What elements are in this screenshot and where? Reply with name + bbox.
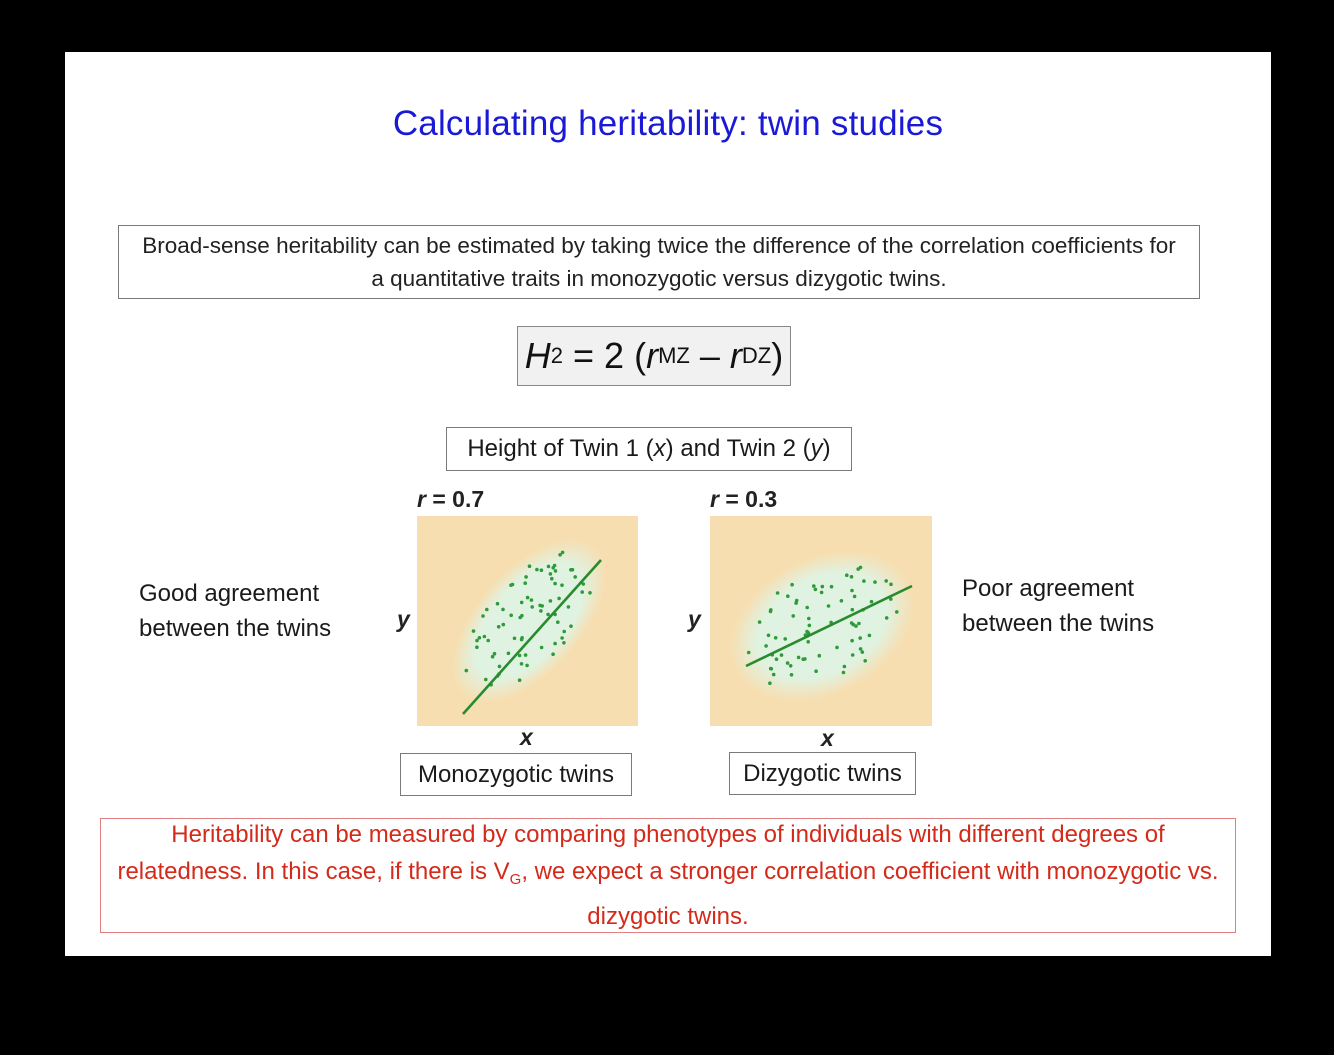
dz-point bbox=[873, 580, 877, 584]
dz-point bbox=[895, 610, 899, 614]
plot-header-box bbox=[446, 427, 852, 471]
mz-point bbox=[481, 614, 485, 618]
mz-point bbox=[546, 613, 550, 617]
dz-caption-box bbox=[729, 752, 916, 795]
formula-r-mz: r bbox=[646, 335, 659, 376]
plot-header-y: y bbox=[810, 435, 823, 462]
dz-point bbox=[791, 614, 795, 618]
mz-point bbox=[553, 642, 557, 646]
good-agreement-line-1: Good agreement bbox=[139, 580, 320, 607]
good-agreement-text bbox=[139, 576, 331, 646]
dz-point bbox=[851, 653, 855, 657]
plot-header-x: x bbox=[653, 435, 666, 462]
dz-point bbox=[851, 608, 855, 612]
dz-point bbox=[821, 585, 825, 589]
mz-point bbox=[498, 665, 502, 669]
mz-point bbox=[550, 577, 554, 581]
dz-point bbox=[747, 651, 751, 655]
dz-point bbox=[827, 604, 831, 608]
dz-point bbox=[769, 667, 773, 671]
poor-agreement-text bbox=[962, 571, 1154, 641]
dz-point bbox=[889, 583, 893, 587]
dz-point bbox=[774, 636, 778, 640]
mz-point bbox=[526, 596, 530, 600]
mz-correlation-label bbox=[417, 486, 484, 513]
good-agreement-line-2: between the twins bbox=[139, 615, 332, 642]
mz-point bbox=[493, 652, 497, 656]
dz-point bbox=[783, 637, 787, 641]
dz-point bbox=[801, 657, 805, 661]
mz-point bbox=[549, 599, 553, 603]
dz-point bbox=[843, 665, 847, 669]
dz-point bbox=[850, 575, 854, 579]
dz-point bbox=[776, 591, 780, 595]
mz-point bbox=[551, 566, 555, 570]
plot-header-post: ) bbox=[822, 435, 831, 462]
dz-point bbox=[790, 673, 794, 677]
definition-text: Broad-sense heritability can be estimated by taking twice the difference of the correlation coefficients for a quantitative traits in monozygotic versus dizygotic twins. bbox=[142, 233, 1176, 291]
mz-point bbox=[509, 583, 513, 587]
dz-point bbox=[858, 636, 862, 640]
dz-point bbox=[814, 669, 818, 673]
dz-point bbox=[868, 634, 872, 638]
mz-point bbox=[554, 569, 558, 573]
mz-point bbox=[540, 646, 544, 650]
mz-point bbox=[569, 624, 573, 628]
dz-point bbox=[789, 664, 793, 668]
mz-point bbox=[491, 655, 495, 659]
mz-point bbox=[528, 564, 532, 568]
dz-point bbox=[805, 606, 809, 610]
mz-point bbox=[540, 568, 544, 572]
mz-point bbox=[478, 636, 482, 640]
formula-r-dz: r bbox=[729, 335, 742, 376]
mz-point bbox=[539, 609, 543, 613]
dz-point bbox=[830, 585, 834, 589]
dz-point bbox=[772, 673, 776, 677]
dz-point bbox=[775, 657, 779, 661]
dz-point bbox=[850, 589, 854, 593]
formula-close: ) bbox=[771, 335, 784, 376]
page-title: Calculating heritability: twin studies bbox=[392, 104, 944, 143]
conclusion-part-1: Heritability can be measured by comparing phenotypes of individuals with different degrees of relatedness. In this case, if there is V bbox=[117, 821, 1165, 885]
mz-point bbox=[465, 669, 469, 673]
mz-point bbox=[562, 641, 566, 645]
dz-point bbox=[812, 584, 816, 588]
dz-point bbox=[758, 620, 762, 624]
conclusion-part-2: , we expect a stronger correlation coefficient with monozygotic vs. dizygotic twins. bbox=[521, 858, 1219, 930]
conclusion-text bbox=[115, 816, 1221, 935]
dz-point bbox=[842, 671, 846, 675]
dz-point bbox=[790, 583, 794, 587]
mz-point bbox=[524, 653, 528, 657]
dz-point bbox=[884, 579, 888, 583]
dz-point bbox=[780, 653, 784, 657]
mz-point bbox=[520, 638, 524, 642]
dz-point bbox=[885, 616, 889, 620]
dz-scatter-plot bbox=[710, 516, 932, 726]
mz-point bbox=[557, 597, 561, 601]
mz-point bbox=[518, 678, 522, 682]
dz-point bbox=[840, 599, 844, 603]
dz-point bbox=[768, 681, 772, 685]
mz-point bbox=[560, 636, 564, 640]
mz-r-symbol: r bbox=[417, 486, 426, 512]
dz-point bbox=[814, 588, 818, 592]
dz-r-symbol: r bbox=[710, 486, 719, 512]
dz-point bbox=[853, 595, 857, 599]
dz-point bbox=[857, 622, 861, 626]
mz-point bbox=[475, 645, 479, 649]
dz-point bbox=[850, 639, 854, 643]
mz-point bbox=[520, 601, 524, 605]
mz-x-axis-label: x bbox=[520, 724, 533, 750]
dz-caption: Dizygotic twins bbox=[743, 759, 902, 787]
mz-point bbox=[580, 590, 584, 594]
mz-point bbox=[538, 604, 542, 608]
mz-point bbox=[502, 623, 506, 627]
dz-point bbox=[861, 650, 865, 654]
dz-point bbox=[806, 640, 810, 644]
plot-header-mid: ) and Twin 2 ( bbox=[665, 435, 811, 462]
dz-point bbox=[856, 567, 860, 571]
mz-caption: Monozygotic twins bbox=[417, 760, 615, 788]
heritability-formula bbox=[517, 326, 791, 386]
dz-point bbox=[820, 591, 824, 595]
formula-exponent: 2 bbox=[550, 343, 564, 368]
dz-point bbox=[845, 573, 849, 577]
mz-point bbox=[553, 582, 557, 586]
mz-point bbox=[486, 639, 490, 643]
dz-point bbox=[854, 624, 858, 628]
mz-scatter-plot bbox=[417, 516, 638, 726]
mz-caption-box bbox=[400, 753, 632, 796]
dz-point bbox=[797, 656, 801, 660]
mz-point bbox=[496, 602, 500, 606]
mz-point bbox=[560, 583, 564, 587]
mz-point bbox=[472, 629, 476, 633]
dz-y-axis-label: y bbox=[688, 606, 701, 632]
dz-point bbox=[870, 600, 874, 604]
mz-point bbox=[549, 572, 553, 576]
mz-point bbox=[518, 654, 522, 658]
mz-point bbox=[485, 608, 489, 612]
mz-point bbox=[530, 605, 534, 609]
mz-point bbox=[483, 635, 487, 639]
mz-point bbox=[530, 598, 534, 602]
dz-point bbox=[764, 644, 768, 648]
mz-point bbox=[551, 652, 555, 656]
mz-point bbox=[556, 620, 560, 624]
dz-point bbox=[859, 647, 863, 651]
definition-box bbox=[118, 225, 1200, 299]
dz-point bbox=[808, 624, 812, 628]
mz-r-value: = 0.7 bbox=[425, 486, 485, 512]
dz-point bbox=[795, 599, 799, 603]
formula-h: H bbox=[524, 335, 551, 376]
dz-point bbox=[786, 661, 790, 665]
mz-point bbox=[573, 575, 577, 579]
mz-point bbox=[547, 565, 551, 569]
dz-point bbox=[818, 654, 822, 658]
formula-mz-subscript: MZ bbox=[658, 343, 690, 368]
conclusion-vg-subscript: G bbox=[509, 871, 522, 888]
mz-point bbox=[497, 625, 501, 629]
mz-point bbox=[520, 614, 524, 618]
formula-dz-subscript: DZ bbox=[741, 343, 772, 368]
mz-point bbox=[571, 568, 575, 572]
mz-point bbox=[484, 678, 488, 682]
mz-point bbox=[507, 652, 511, 656]
mz-y-axis-label: y bbox=[397, 606, 410, 632]
mz-point bbox=[475, 639, 479, 643]
mz-point bbox=[535, 568, 539, 572]
mz-point bbox=[513, 637, 517, 641]
mz-point bbox=[558, 553, 562, 557]
dz-point bbox=[767, 634, 771, 638]
dz-point bbox=[863, 659, 867, 663]
formula-minus: – bbox=[689, 335, 730, 376]
formula-middle: = 2 ( bbox=[563, 335, 647, 376]
conclusion-box bbox=[100, 818, 1236, 933]
mz-point bbox=[562, 630, 566, 634]
dz-point bbox=[786, 594, 790, 598]
mz-point bbox=[525, 664, 529, 668]
dz-point bbox=[769, 608, 773, 612]
slide bbox=[65, 52, 1271, 956]
mz-point bbox=[520, 662, 524, 666]
dz-point bbox=[807, 617, 811, 621]
dz-point bbox=[862, 579, 866, 583]
dz-x-axis-label: x bbox=[821, 725, 834, 751]
mz-point bbox=[501, 608, 505, 612]
poor-agreement-line-2: between the twins bbox=[962, 610, 1155, 637]
mz-point bbox=[509, 614, 513, 618]
plot-header-pre: Height of Twin 1 ( bbox=[467, 435, 654, 462]
mz-point bbox=[588, 591, 592, 595]
dz-point bbox=[835, 646, 839, 650]
mz-point bbox=[524, 575, 528, 579]
dz-r-value: = 0.3 bbox=[718, 486, 778, 512]
dz-correlation-label bbox=[710, 486, 777, 513]
poor-agreement-line-1: Poor agreement bbox=[962, 575, 1135, 602]
mz-point bbox=[567, 605, 571, 609]
mz-point bbox=[523, 581, 527, 585]
